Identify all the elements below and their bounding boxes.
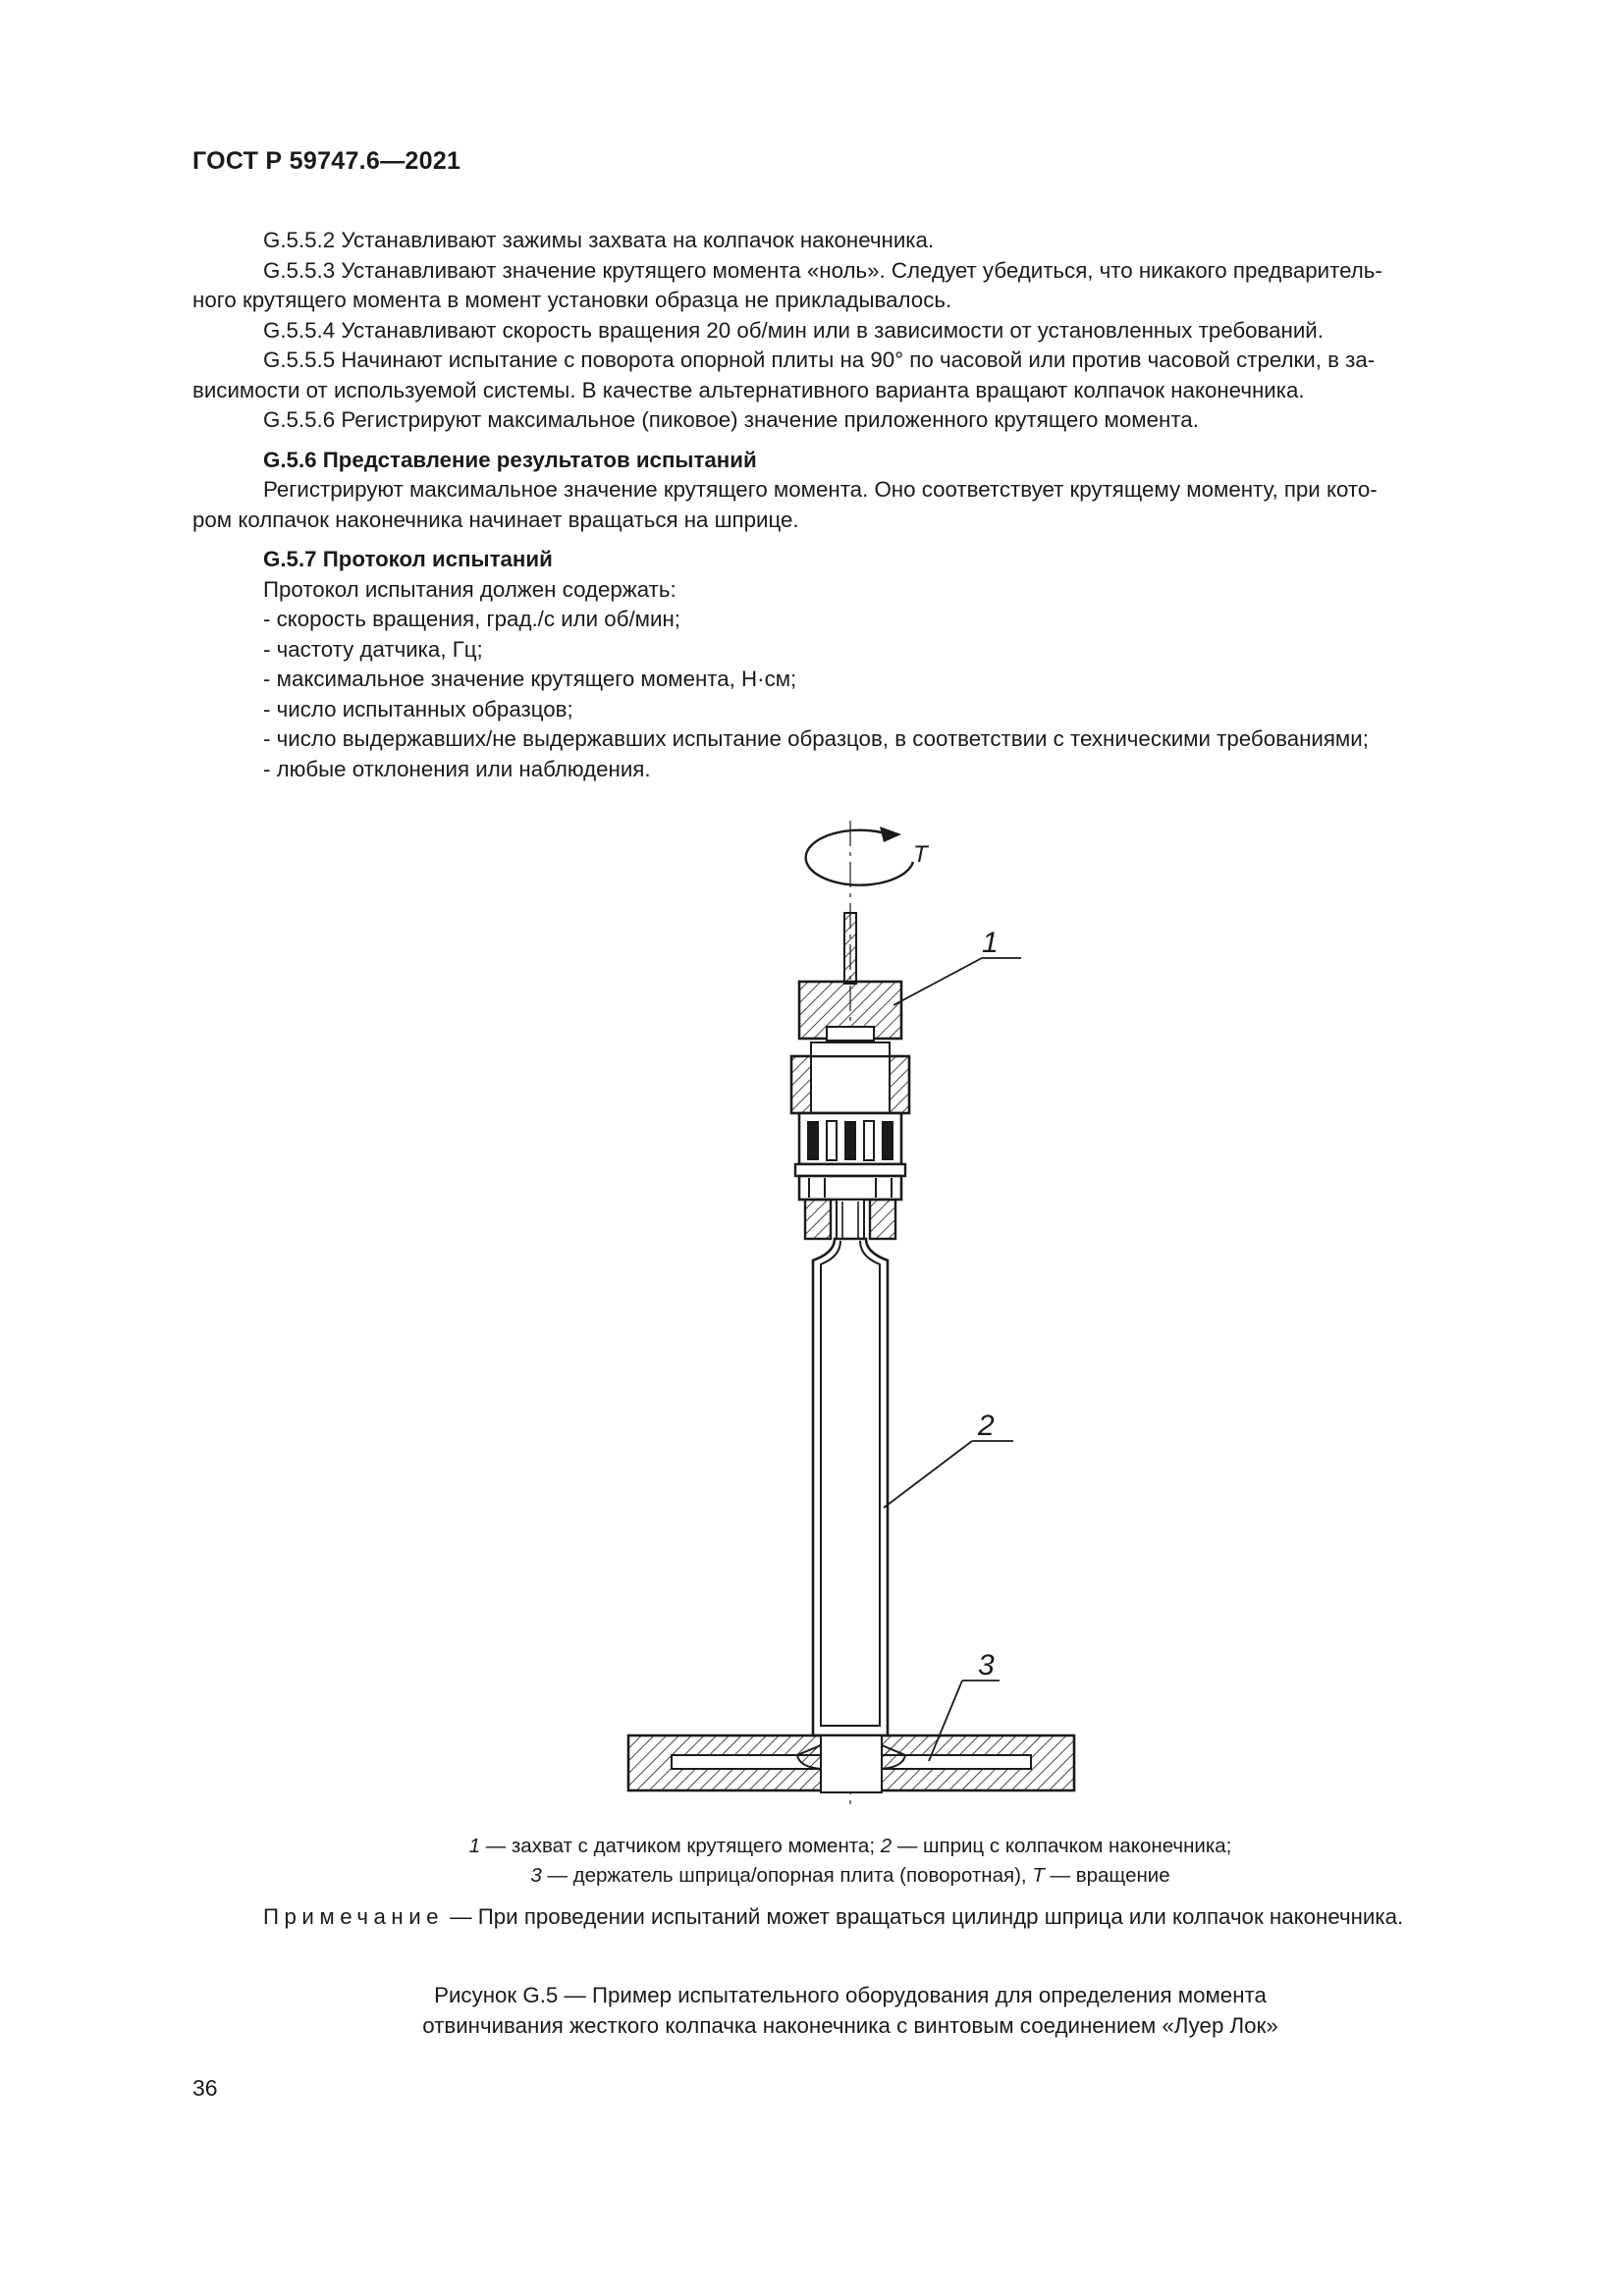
list-item: - скорость вращения, град./с или об/мин;: [263, 607, 680, 631]
paragraph-g552: G.5.5.2 Устанавливают зажимы захвата на колпачок наконечника.: [263, 228, 935, 252]
item-label-1: 1: [982, 927, 999, 959]
legend-line-1: [192, 1832, 1508, 1861]
item-label-2: 2: [978, 1410, 995, 1442]
paragraph-g555: G.5.5.5 Начинают испытание с поворота опорной плиты на 90° по часовой или против часовой стрелки, в за-: [263, 347, 1376, 372]
legend-text: — держатель шприца/опорная плита (поворотная),: [541, 1864, 1033, 1887]
cap-collar: [795, 1164, 905, 1200]
torque-shaft: [844, 913, 856, 984]
test-equipment-drawing: [589, 813, 1119, 1814]
legend-text: — захват с датчиком крутящего момента;: [480, 1835, 881, 1857]
torque-grip: [799, 982, 901, 1041]
main-text: [192, 226, 1508, 784]
list-item: - максимальное значение крутящего момента, Н·см;: [263, 667, 797, 691]
support-plate: [628, 1735, 1074, 1792]
rotation-arrow: [806, 827, 913, 885]
list-item: - число выдержавших/не выдержавших испытание образцов, в соответствии с техническими требованиями;: [263, 726, 1369, 751]
legend-text: — шприц с колпачком наконечника;: [892, 1835, 1232, 1857]
heading-g56: G.5.6 Представление результатов испытаний: [263, 447, 757, 472]
list-item: - частоту датчика, Гц;: [263, 636, 483, 662]
figure-legend: [192, 1832, 1508, 1891]
syringe-barrel: [813, 1239, 888, 1735]
paragraph-g553-cont: ного крутящего момента в момент установки образца не прикладывалось.: [192, 288, 952, 312]
note: [192, 1902, 1508, 1933]
paragraph-g56-line1: Регистрируют максимальное значение крутящего момента. Оно соответствует крутящему моменту, при кото-: [263, 477, 1378, 502]
legend-number: 3: [530, 1864, 542, 1887]
figure-caption: [192, 1980, 1508, 2041]
syringe-tip: [805, 1200, 895, 1241]
paragraph-g554: G.5.5.4 Устанавливают скорость вращения 20 об/мин или в зависимости от установленных требований.: [263, 317, 1324, 343]
list-item: - любые отклонения или наблюдения.: [263, 756, 651, 781]
note-text: — При проведении испытаний может вращаться цилиндр шприца или колпачок наконечника.: [444, 1904, 1404, 1929]
legend-line-2: [192, 1861, 1508, 1891]
rotation-label: T: [913, 841, 928, 868]
cap-ribs: [799, 1113, 901, 1164]
note-head: Примечание: [263, 1904, 445, 1929]
luer-lock-cap: [791, 1042, 909, 1113]
leader-2: [884, 1441, 1013, 1508]
paragraph-g553: G.5.5.3 Устанавливают значение крутящего момента «ноль». Следует убедиться, что никакого предваритель-: [263, 257, 1382, 283]
document-header: ГОСТ Р 59747.6—2021: [192, 147, 461, 175]
leader-1: [893, 958, 1021, 1005]
caption-line-2: отвинчивания жесткого колпачка наконечника с винтовым соединением «Луер Лок»: [422, 2013, 1278, 2038]
legend-number: T: [1032, 1864, 1045, 1887]
legend-text: — вращение: [1044, 1864, 1170, 1887]
paragraph-g57-intro: Протокол испытания должен содержать:: [263, 576, 677, 602]
paragraph-g555-cont: висимости от используемой системы. В качестве альтернативного варианта вращают колпачок наконечника.: [192, 377, 1305, 402]
item-label-3: 3: [978, 1649, 995, 1682]
paragraph-g556: G.5.5.6 Регистрируют максимальное (пиковое) значение приложенного крутящего момента.: [263, 407, 1199, 432]
page-number: 36: [192, 2075, 218, 2101]
heading-g57: G.5.7 Протокол испытаний: [263, 547, 553, 571]
legend-number: 1: [468, 1835, 481, 1857]
legend-number: 2: [880, 1835, 893, 1857]
paragraph-g56-line2: ром колпачок наконечника начинает вращаться на шприце.: [192, 507, 799, 532]
list-item: - число испытанных образцов;: [263, 696, 573, 721]
caption-line-1: Рисунок G.5 — Пример испытательного оборудования для определения момента: [434, 1983, 1267, 2007]
figure-g5: [589, 813, 1119, 1814]
